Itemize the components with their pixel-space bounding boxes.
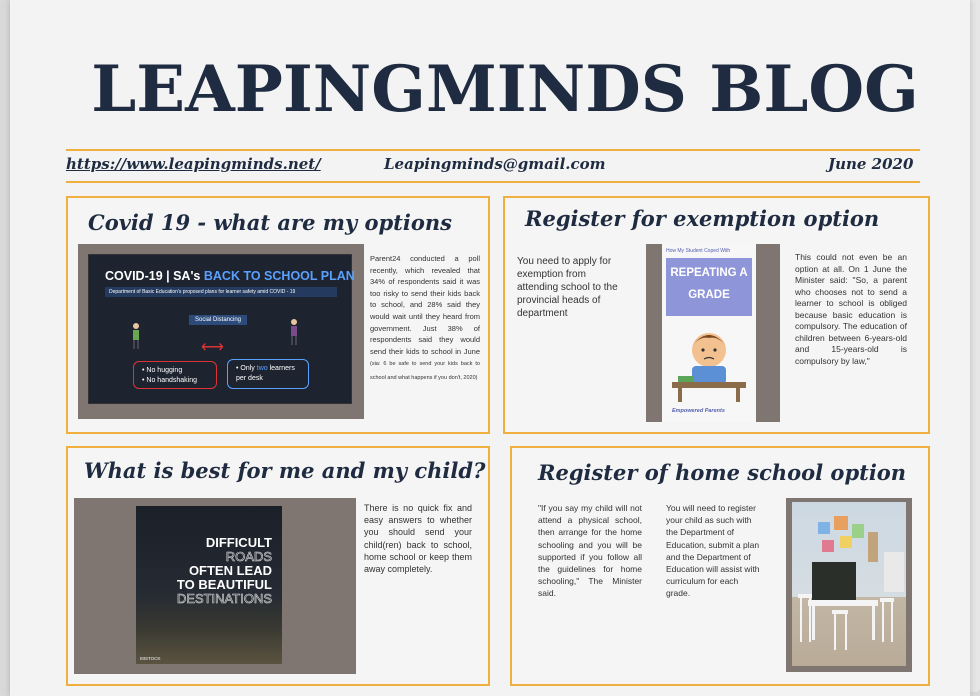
exemption-text-right: This could not even be an option at all. On 1 June the Minister said: "So, a parent who chooses not to send a learner to school is obliged because basic education is compulsory. The education of children between 6-years-old and 15-years-old is compulsory by law," [795,252,907,366]
covid-slide-image [78,244,364,419]
panel-exemption-option [503,196,930,434]
distance-arrow-icon: ⟷ [201,339,224,356]
covid-slide [88,254,355,404]
homeschool-text-right: You will need to register your child as such with the Department of Education, submit a plan and the Department of Education will assist with curriculum for each grade. [666,503,760,599]
panel-covid-options [66,196,490,434]
home-classroom-image [786,498,912,672]
header-rule-top [66,149,920,151]
panel-best-for-child [66,446,490,686]
covid-slide-title: COVID-19 | SA's BACK TO SCHOOL PLAN [105,269,355,283]
header-rule-bottom [66,181,920,183]
no-contact-box [133,361,217,389]
repeating-grade-card [662,244,756,422]
blog-email[interactable]: Leapingminds@gmail.com [384,155,606,173]
difficult-roads-quote: DIFFICULT ROADS OFTEN LEAD TO BEAUTIFUL DESTINATIONS [176,535,272,606]
stock-brand: IIIISTOCK [140,656,161,661]
panel-home-school-option [510,446,930,686]
panel-title: Register of home school option [538,460,907,485]
grade-card-top-text: How My Student Coped With [666,248,731,254]
covid-slide-subtitle: Department of Basic Education's proposed plans for learner safety amid COVID - 19 [105,287,337,297]
homeschool-text-left: "If you say my child will not attend a physical school, then arrange for the home schooling and you will be supported if you follow all the guidelines for home schooling," The Minister said. [538,503,642,599]
bullet-no-hugging: • No hugging [142,367,183,374]
repeating-grade-image [646,244,780,422]
blog-url-link[interactable]: https://www.leapingminds.net/ [66,155,321,173]
classroom-illustration [792,502,906,666]
sad-student-illustration [666,320,752,404]
person-icon [131,323,141,349]
exemption-text-left: You need to apply for exemption from attending school to the provincial heads of department [517,256,618,319]
home-classroom-photo [792,502,906,666]
covid-article-text: Parent24 conducted a poll recently, which revealed that 34% of respondents said it was too risky to send their kids back to school, and 28% said they would wait until they heard from government. Just 38% of respondents said they would send their kids to school in June (sia: 6 be safe to send your kids back to school and what happens if you don't, 2020) [370,254,480,381]
panel-title: Register for exemption option [525,206,880,231]
desk-rule-box: • Only two learners per desk [227,359,309,389]
grade-card-banner: REPEATING A GRADE [666,258,752,316]
best-article-text: There is no quick fix and easy answers to whether you should send your child(ren) back to school, home school or keep them away completely. [364,503,472,575]
social-distancing-label: Social Distancing [189,315,247,325]
grade-card-footer: Empowered Parents [672,408,725,414]
blog-title: LEAPINGMINDS BLOG [91,52,919,127]
bullet-no-handshaking: • No handshaking [142,377,197,384]
panel-title: What is best for me and my child? [84,458,486,483]
panel-title: Covid 19 - what are my options [88,210,452,235]
issue-date: June 2020 [828,155,914,173]
difficult-roads-image [74,498,356,674]
difficult-roads-card [136,506,282,664]
person-icon [289,319,299,345]
